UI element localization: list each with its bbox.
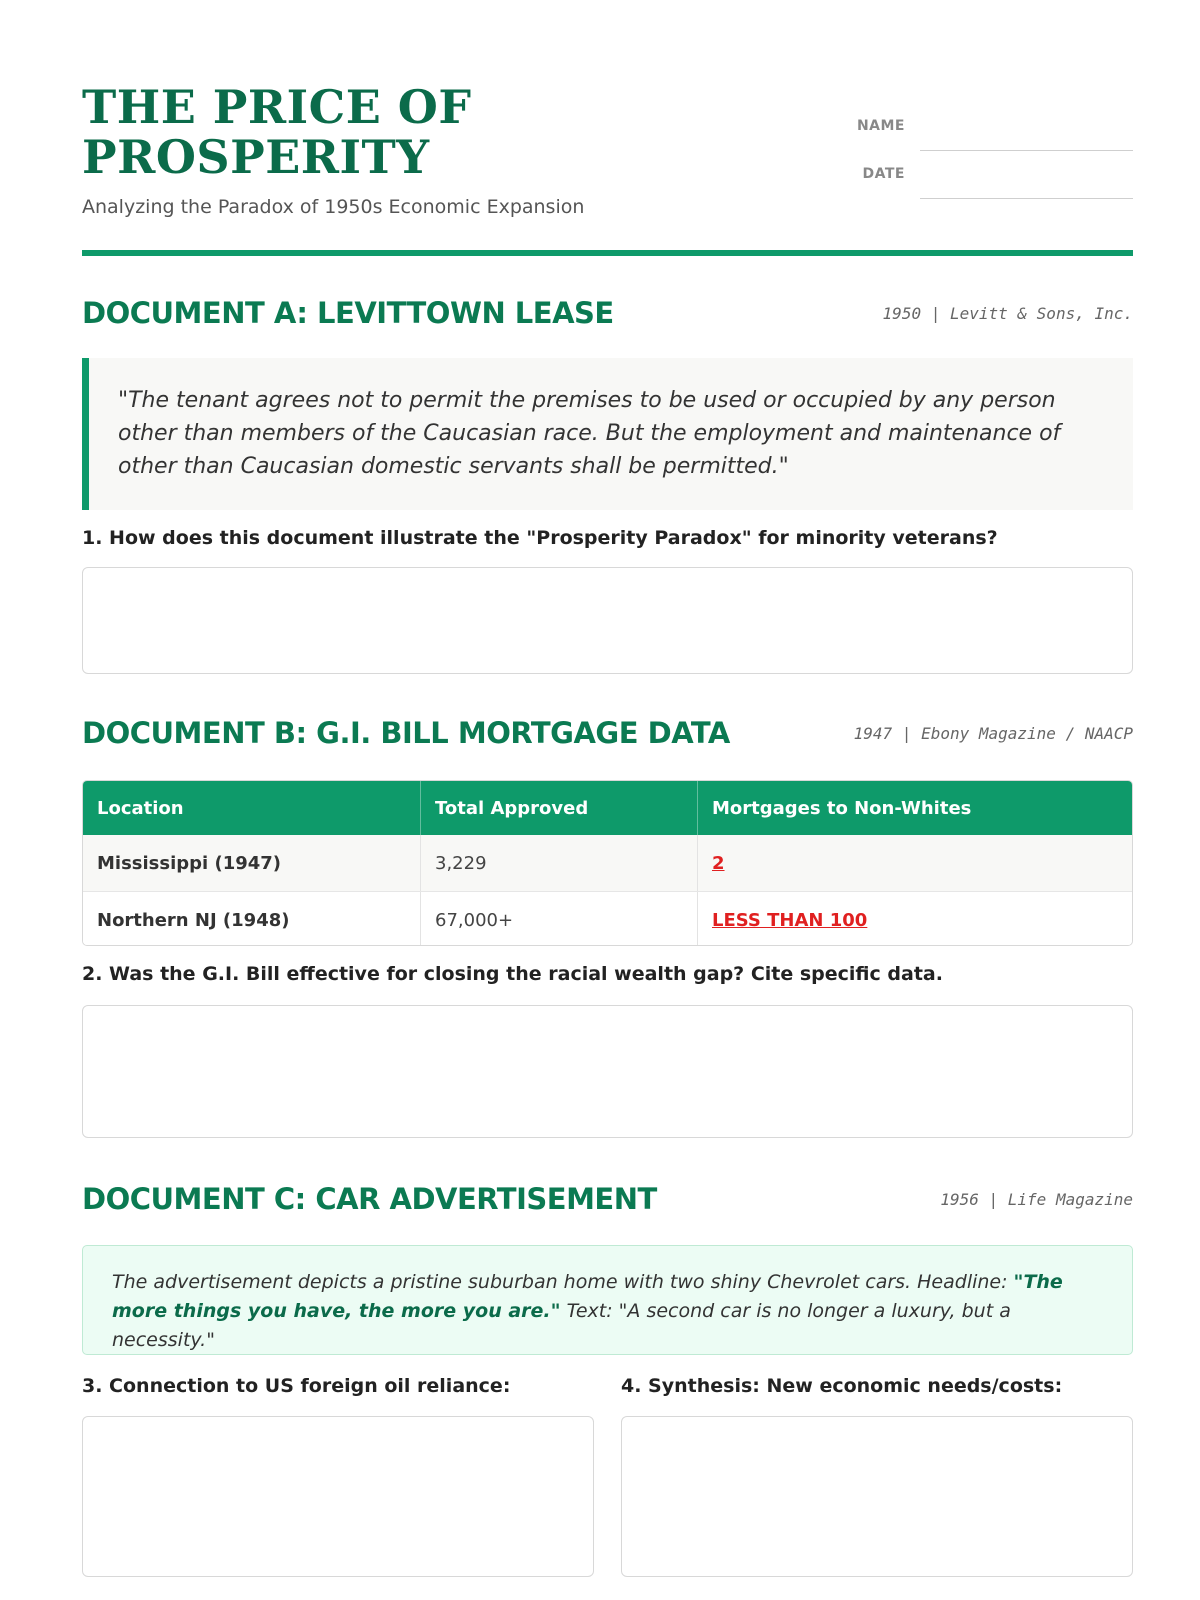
doc-c-header	[82, 1182, 1133, 1222]
page-subtitle: Analyzing the Paradox of 1950s Economic Expansion	[82, 196, 585, 218]
date-row	[842, 166, 1133, 196]
mortgage-table	[82, 780, 1133, 946]
doc-a-source: 1950 | Levitt & Sons, Inc.	[882, 304, 1133, 323]
doc-a-quote-text: "The tenant agrees not to permit the premises to be used or occupied by any person other than members of the Caucasian race. But the employment and maintenance of other than Caucasian domestic servants shall be permitted."	[118, 388, 1061, 479]
doc-c-title: DOCUMENT C: CAR ADVERTISEMENT	[82, 1182, 657, 1216]
question-2: 2. Was the G.I. Bill effective for closing the racial wealth gap? Cite specific data.	[82, 963, 943, 985]
doc-c-source: 1956 | Life Magazine	[940, 1190, 1133, 1209]
doc-c-description-text	[112, 1268, 1102, 1355]
cell-location: Mississippi (1947)	[97, 852, 282, 874]
cell-total: 3,229	[420, 835, 697, 891]
question-1: 1. How does this document illustrate the "Prosperity Paradox" for minority veterans?	[82, 527, 998, 549]
answer-box-1[interactable]	[82, 567, 1133, 674]
table-row	[83, 835, 1132, 892]
page-title	[82, 82, 472, 182]
name-field[interactable]	[920, 126, 1133, 151]
answer-box-2[interactable]	[82, 1005, 1133, 1138]
doc-b-header	[82, 716, 1133, 756]
name-label: NAME	[856, 118, 905, 134]
cell-total: 67,000+	[420, 892, 697, 946]
worksheet-header	[82, 82, 1133, 258]
doc-a-quote	[82, 358, 1133, 510]
highlight-value: 2	[712, 852, 725, 874]
column-header-non-whites: Mortgages to Non-Whites	[697, 781, 1132, 835]
table-header-row	[83, 781, 1132, 835]
desc-headline: "The more things you have, the more you are."	[112, 1271, 1063, 1322]
question-4: 4. Synthesis: New economic needs/costs:	[621, 1375, 1063, 1397]
title-line-2: PROSPERITY	[82, 130, 430, 184]
doc-a-title: DOCUMENT A: LEVITTOWN LEASE	[82, 296, 614, 330]
cell-non-whites	[697, 835, 1132, 891]
cell-location: Northern NJ (1948)	[97, 909, 290, 931]
doc-b-title: DOCUMENT B: G.I. BILL MORTGAGE DATA	[82, 716, 730, 750]
table-row	[83, 892, 1132, 946]
header-divider	[82, 250, 1133, 256]
doc-b-source: 1947 | Ebony Magazine / NAACP	[853, 724, 1133, 743]
name-row	[842, 118, 1133, 148]
question-3: 3. Connection to US foreign oil reliance:	[82, 1375, 511, 1397]
desc-text: Text: "A second car is no longer a luxury, but a necessity."	[112, 1300, 1011, 1351]
date-label: DATE	[862, 166, 905, 182]
doc-a-header	[82, 296, 1133, 336]
answer-box-3[interactable]	[82, 1416, 594, 1577]
cell-non-whites	[697, 892, 1132, 946]
highlight-value: LESS THAN 100	[712, 909, 868, 931]
answer-box-4[interactable]	[621, 1416, 1133, 1577]
date-field[interactable]	[920, 174, 1133, 199]
doc-c-description	[82, 1245, 1133, 1355]
column-header-total: Total Approved	[420, 781, 697, 835]
desc-intro: The advertisement depicts a pristine suburban home with two shiny Chevrolet cars. Headline:	[112, 1271, 1014, 1293]
title-line-1: THE PRICE OF	[82, 80, 472, 134]
column-header-location: Location	[97, 797, 184, 819]
